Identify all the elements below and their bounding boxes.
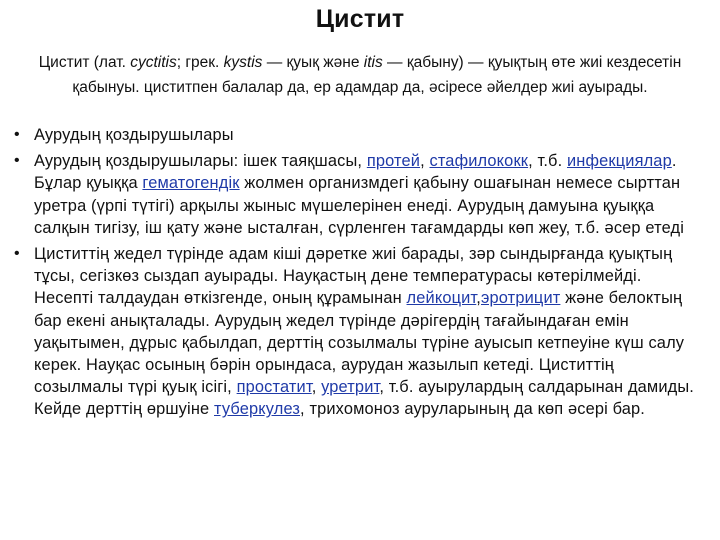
bullet-text: , т.б. <box>528 152 567 171</box>
bullet-text: және белоктың бар екені анықталады. Аурудың жедел түрінде дәрігердің тағайындаған емін уақытымен, дұрыс қабылдап, дерттің созылмалы түріне ауысып кетпеуіне күш салу керек. Науқас осының бәрін орындаса, аурудан жазылып кетеді. Циститтің созылмалы түрі қуық ісігі, <box>34 289 685 397</box>
link-erythrocyte[interactable]: эротрицит <box>481 289 561 308</box>
intro-latin-term: cyctitis <box>130 54 177 71</box>
link-tuberculosis[interactable]: туберкулез <box>214 400 301 419</box>
bullet-item-acute-form <box>14 243 704 421</box>
bullet-text: Аурудың қоздырушылары: ішек таяқшасы, <box>34 152 367 171</box>
link-staphylococcus[interactable]: стафилококк <box>429 152 529 171</box>
bullet-text: Аурудың қоздырушылары <box>34 126 234 144</box>
link-protei[interactable]: протей <box>366 152 421 171</box>
bullet-list <box>14 124 704 425</box>
intro-paragraph <box>30 50 690 100</box>
bullet-icon: • <box>14 245 20 263</box>
bullet-text: . Бұлар қуыққа <box>34 152 677 193</box>
bullet-text: , трихомоноз ауруларының да көп әсері бар. <box>300 400 645 419</box>
intro-text: — қуық және <box>262 54 364 71</box>
bullet-icon: • <box>14 152 20 170</box>
intro-text: ; грек. <box>176 54 224 71</box>
bullet-text: , т.б. ауырулардың салдарынан дамиды. Кейде дерттің өршуіне <box>34 378 695 419</box>
link-urethritis[interactable]: уретрит <box>321 378 380 397</box>
intro-text: — қабыну) — қуықтың өте жиі кездесетін қабынуы. циститпен балалар да, ер адамдар да, әсіресе әйелдер жиі ауырады. <box>72 54 682 96</box>
intro-text: Цистит (лат. <box>38 54 131 71</box>
bullet-text: Циститтің жедел түрінде адам кіші дәретке жиі барады, зәр сындырғанда қуықтың тұсы, сегізкөз сыздап ауырады. Науқастың дене температурасы көтерілмейді. Несепті талдаудан өткізгенде, оның құрамынан <box>34 245 673 308</box>
link-infections[interactable]: инфекциялар <box>567 152 672 171</box>
bullet-text: , <box>476 289 481 308</box>
bullet-item-causes-heading <box>14 124 704 146</box>
bullet-text: , <box>311 378 322 397</box>
link-hematogenous[interactable]: гематогендік <box>142 174 240 193</box>
bullet-icon: • <box>14 126 20 143</box>
intro-greek-term: kystis <box>223 54 263 71</box>
bullet-item-causes <box>14 150 704 239</box>
page-title: Цистит <box>315 5 405 33</box>
bullet-text: , <box>420 152 430 171</box>
link-prostatitis[interactable]: простатит <box>236 378 312 397</box>
intro-greek-suffix: itis <box>363 54 383 71</box>
link-leukocyte[interactable]: лейкоцит <box>406 289 477 308</box>
bullet-text: жолмен организмдегі қабыну ошағынан немесе сырттан уретра (үрпі түтігі) арқылы жыныс мүшелерінен енеді. Аурудың дамуына қуыққа салқын тигізу, іш қату және ысталған, сүрленген тағамдарды көп жеу, т.б. әсер етеді <box>34 174 684 237</box>
